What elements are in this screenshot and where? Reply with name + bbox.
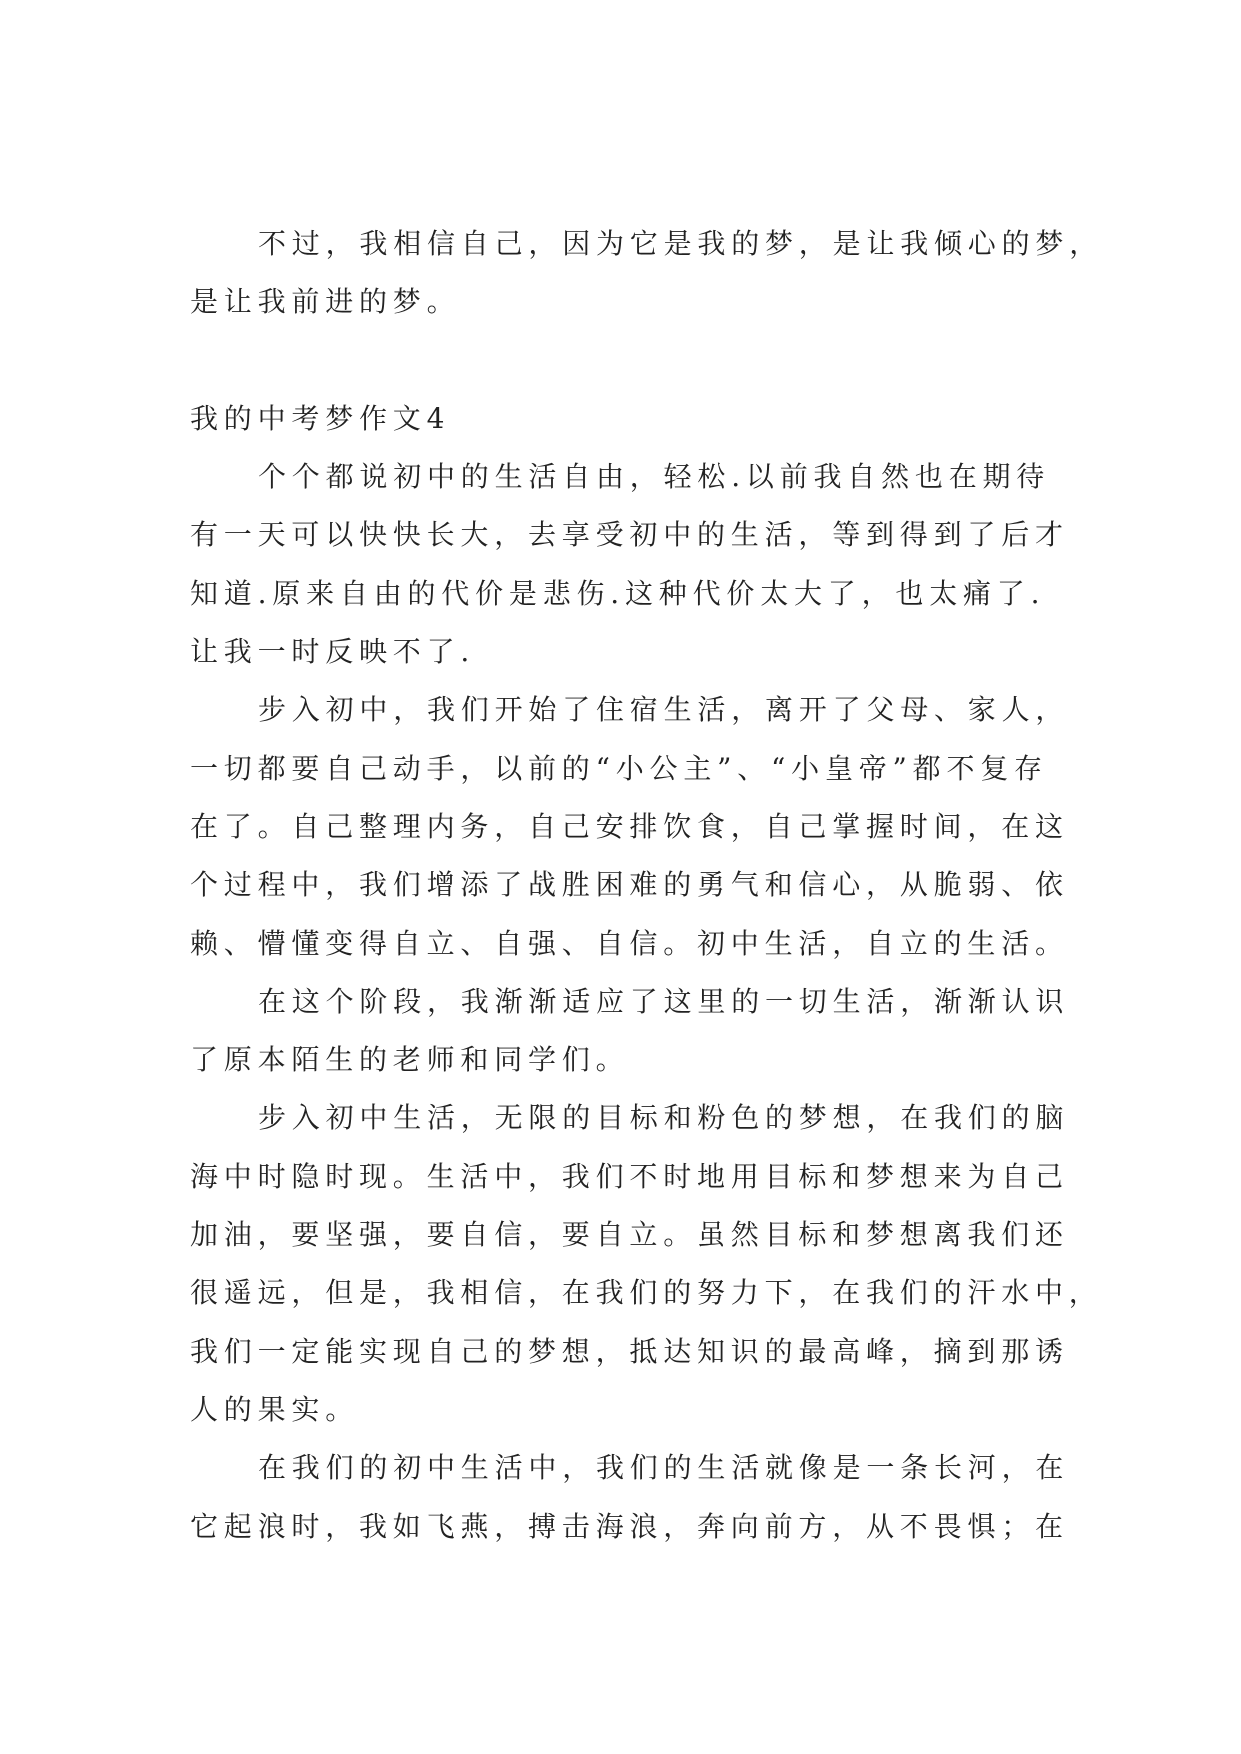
text-line: 个过程中，我们增添了战胜困难的勇气和信心，从脆弱、依 <box>190 868 1069 902</box>
text-line: 人的果实。 <box>190 1392 360 1426</box>
text-line: 在了。自己整理内务，自己安排饮食，自己掌握时间，在这 <box>190 809 1069 843</box>
text-line: 步入初中，我们开始了住宿生活，离开了父母、家人， <box>258 693 1070 727</box>
text-line: 赖、懵懂变得自立、自强、自信。初中生活，自立的生活。 <box>190 926 1069 960</box>
text-line: 我们一定能实现自己的梦想，抵达知识的最高峰，摘到那诱 <box>190 1334 1069 1368</box>
blank-line <box>190 332 1090 390</box>
text-line: 有一天可以快快长大，去享受初中的生活，等到得到了后才 <box>190 518 1069 552</box>
text-line: 它起浪时，我如飞燕，搏击海浪，奔向前方，从不畏惧；在 <box>190 1509 1069 1543</box>
text-line: 很遥远，但是，我相信，在我们的努力下，在我们的汗水中， <box>190 1276 1103 1310</box>
text-line: 个个都说初中的生活自由，轻松.以前我自然也在期待 <box>258 460 1051 494</box>
paragraph <box>190 681 1090 972</box>
text-line: 在我们的初中生活中，我们的生活就像是一条长河，在 <box>258 1451 1070 1485</box>
text-line: 让我一时反映不了. <box>190 635 476 669</box>
text-line: 一切都要自己动手，以前的“小公主”、“小皇帝”都不复存 <box>190 751 1048 785</box>
essay-title: 我的中考梦作文4 <box>190 401 451 435</box>
paragraph <box>190 973 1090 1090</box>
paragraph <box>190 1439 1090 1556</box>
text-line: 了原本陌生的老师和同学们。 <box>190 1043 630 1077</box>
text-line: 在这个阶段，我渐渐适应了这里的一切生活，渐渐认识 <box>258 984 1070 1018</box>
text-line: 知道.原来自由的代价是悲伤.这种代价太大了，也太痛了. <box>190 576 1046 610</box>
text-line: 是让我前进的梦。 <box>190 285 461 319</box>
text-line: 海中时隐时现。生活中，我们不时地用目标和梦想来为自己 <box>190 1159 1069 1193</box>
text-line: 加油，要坚强，要自信，要自立。虽然目标和梦想离我们还 <box>190 1218 1069 1252</box>
paragraph <box>190 215 1104 332</box>
text-line: 不过，我相信自己，因为它是我的梦，是让我倾心的梦， <box>258 227 1104 260</box>
text-line: 步入初中生活，无限的目标和粉色的梦想，在我们的脑 <box>258 1101 1070 1135</box>
essay-body <box>190 215 1104 1556</box>
paragraph <box>190 448 1090 681</box>
paragraph <box>190 1089 1103 1439</box>
